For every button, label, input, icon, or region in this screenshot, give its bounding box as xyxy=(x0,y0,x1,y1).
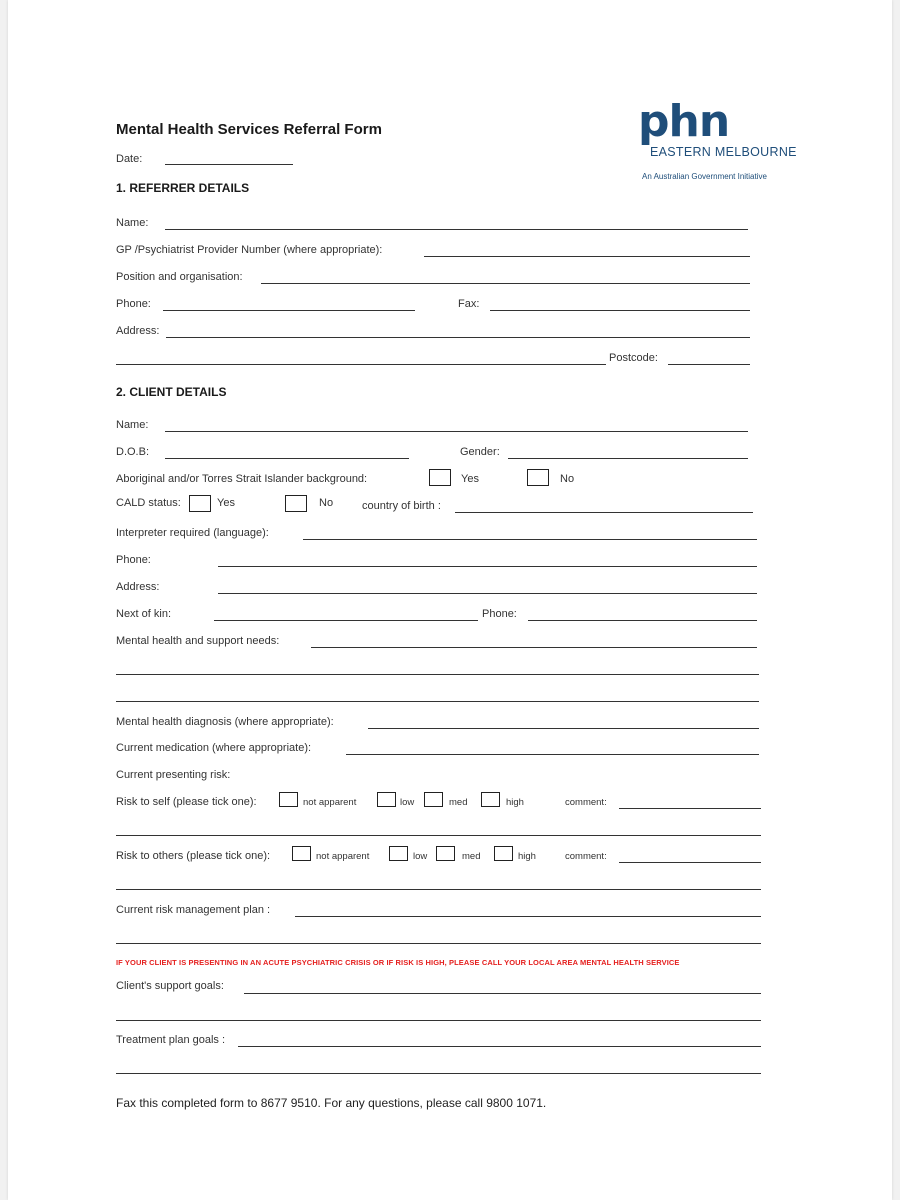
cald-yes-label: Yes xyxy=(217,497,235,509)
client-phone-field[interactable] xyxy=(218,566,757,567)
client-gender-field[interactable] xyxy=(508,458,748,459)
risk-others-low-checkbox[interactable] xyxy=(389,846,408,861)
logo-brand: phn xyxy=(638,96,730,147)
country-label: country of birth : xyxy=(362,500,441,512)
client-name-label: Name: xyxy=(116,419,149,431)
risk-self-not-apparent-label: not apparent xyxy=(303,797,357,808)
needs-field[interactable] xyxy=(311,647,757,648)
referrer-fax-label: Fax: xyxy=(458,298,480,310)
risk-others-label: Risk to others (please tick one): xyxy=(116,850,271,862)
treatment-goals-label: Treatment plan goals : xyxy=(116,1034,226,1046)
risk-self-comment-field[interactable] xyxy=(619,808,761,809)
risk-self-low-checkbox[interactable] xyxy=(377,792,396,807)
referrer-fax-field[interactable] xyxy=(490,310,750,311)
page-title: Mental Health Services Referral Form xyxy=(116,121,382,138)
form-page xyxy=(8,0,892,1200)
date-label: Date: xyxy=(116,153,143,165)
cald-no-checkbox[interactable] xyxy=(285,495,307,512)
cald-no-label: No xyxy=(319,497,334,509)
diagnosis-label: Mental health diagnosis (where appropriate): xyxy=(116,716,334,728)
cald-yes-checkbox[interactable] xyxy=(189,495,211,512)
risk-others-high-label: high xyxy=(518,851,536,862)
risk-plan-label: Current risk management plan : xyxy=(116,904,271,916)
risk-self-comment-field-2[interactable] xyxy=(116,835,761,836)
logo-tagline: An Australian Government Initiative xyxy=(642,172,767,181)
client-name-field[interactable] xyxy=(165,431,748,432)
cald-label: CALD status: xyxy=(116,497,181,509)
risk-others-not-apparent-label: not apparent xyxy=(316,851,370,862)
risk-self-low-label: low xyxy=(400,797,415,808)
kin-phone-field[interactable] xyxy=(528,620,757,621)
risk-plan-field[interactable] xyxy=(295,916,761,917)
risk-others-med-label: med xyxy=(462,851,481,862)
risk-self-med-label: med xyxy=(449,797,468,808)
risk-others-high-checkbox[interactable] xyxy=(494,846,513,861)
referrer-postcode-label: Postcode: xyxy=(609,352,658,364)
client-address-field[interactable] xyxy=(218,593,757,594)
interpreter-field[interactable] xyxy=(303,539,757,540)
aboriginal-yes-label: Yes xyxy=(461,473,479,485)
treatment-goals-field-2[interactable] xyxy=(116,1073,761,1074)
referrer-name-field[interactable] xyxy=(165,229,748,230)
referrer-address-label: Address: xyxy=(116,325,160,337)
crisis-warning: IF YOUR CLIENT IS PRESENTING IN AN ACUTE PSYCHIATRIC CRISIS OR IF RISK IS HIGH, PLEASE CALL YOUR LOCAL AREA MENTAL HEALTH SERVICE xyxy=(116,958,680,967)
referrer-phone-field[interactable] xyxy=(163,310,415,311)
aboriginal-yes-checkbox[interactable] xyxy=(429,469,451,486)
referrer-position-field[interactable] xyxy=(261,283,750,284)
risk-others-low-label: low xyxy=(413,851,428,862)
kin-field[interactable] xyxy=(214,620,478,621)
risk-others-comment-field-2[interactable] xyxy=(116,889,761,890)
referrer-heading: 1. REFERRER DETAILS xyxy=(116,181,250,195)
referrer-postcode-field[interactable] xyxy=(668,364,750,365)
risk-self-high-checkbox[interactable] xyxy=(481,792,500,807)
risk-plan-field-2[interactable] xyxy=(116,943,761,944)
client-address-label: Address: xyxy=(116,581,160,593)
kin-phone-label: Phone: xyxy=(482,608,517,620)
risk-others-not-apparent-checkbox[interactable] xyxy=(292,846,311,861)
medication-field[interactable] xyxy=(346,754,759,755)
referrer-provider-field[interactable] xyxy=(424,256,750,257)
interpreter-label: Interpreter required (language): xyxy=(116,527,269,539)
referrer-address-field[interactable] xyxy=(166,337,750,338)
referrer-phone-label: Phone: xyxy=(116,298,151,310)
country-field[interactable] xyxy=(455,512,753,513)
client-phone-label: Phone: xyxy=(116,554,151,566)
kin-label: Next of kin: xyxy=(116,608,172,620)
support-goals-field[interactable] xyxy=(244,993,761,994)
support-goals-label: Client's support goals: xyxy=(116,980,224,992)
risk-others-comment-field[interactable] xyxy=(619,862,761,863)
support-goals-field-2[interactable] xyxy=(116,1020,761,1021)
aboriginal-no-checkbox[interactable] xyxy=(527,469,549,486)
logo-region: EASTERN MELBOURNE xyxy=(650,145,797,159)
risk-others-comment-label: comment: xyxy=(565,851,607,862)
referrer-name-label: Name: xyxy=(116,217,149,229)
referrer-position-label: Position and organisation: xyxy=(116,271,243,283)
diagnosis-field[interactable] xyxy=(368,728,759,729)
risk-others-med-checkbox[interactable] xyxy=(436,846,455,861)
client-gender-label: Gender: xyxy=(460,446,500,458)
risk-label: Current presenting risk: xyxy=(116,769,231,781)
needs-field-2[interactable] xyxy=(116,674,759,675)
client-dob-field[interactable] xyxy=(165,458,409,459)
risk-self-high-label: high xyxy=(506,797,524,808)
medication-label: Current medication (where appropriate): xyxy=(116,742,312,754)
needs-field-3[interactable] xyxy=(116,701,759,702)
aboriginal-no-label: No xyxy=(560,473,575,485)
client-heading: 2. CLIENT DETAILS xyxy=(116,385,227,399)
referrer-provider-label: GP /Psychiatrist Provider Number (where appropriate): xyxy=(116,244,383,256)
aboriginal-label: Aboriginal and/or Torres Strait Islander background: xyxy=(116,473,368,485)
risk-self-label: Risk to self (please tick one): xyxy=(116,796,257,808)
date-field[interactable] xyxy=(165,164,293,165)
risk-self-comment-label: comment: xyxy=(565,797,607,808)
referrer-address-field-2[interactable] xyxy=(116,364,606,365)
client-dob-label: D.O.B: xyxy=(116,446,150,458)
treatment-goals-field[interactable] xyxy=(238,1046,761,1047)
needs-label: Mental health and support needs: xyxy=(116,635,280,647)
risk-self-not-apparent-checkbox[interactable] xyxy=(279,792,298,807)
risk-self-med-checkbox[interactable] xyxy=(424,792,443,807)
footer-contact: Fax this completed form to 8677 9510. For any questions, please call 9800 1071. xyxy=(116,1096,547,1110)
